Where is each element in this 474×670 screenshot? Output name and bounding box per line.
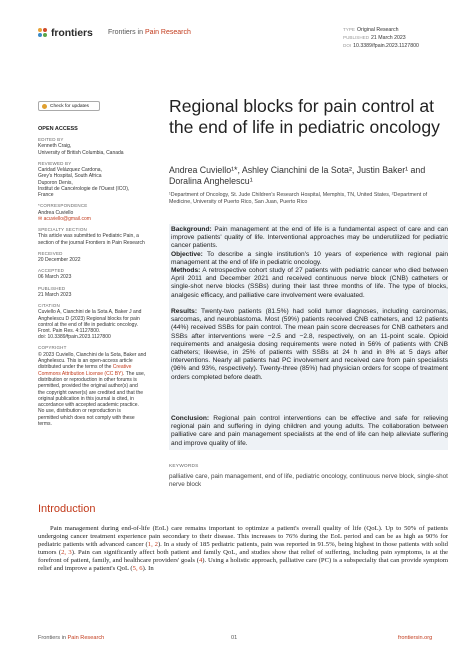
meta-type: TYPE Original Research — [343, 27, 399, 33]
cc-license-link[interactable]: Creative — [112, 364, 132, 371]
abstract-objective: Objective: To describe a single institution's 10 years of experience with regional pain management at the end of life in pediatric oncology. — [171, 251, 448, 267]
introduction-paragraph — [38, 525, 448, 574]
abstract-methods: Methods: A retrospective cohort study of 27 patients with pediatric cancer who died between April 2011 and December 2021 and received continuous nerve block (CNB) catheters or single-shot nerve blocks (SSBs) during their last three months of life. The type of blocks, analgesic efficacy, and palliative care involvement were evaluated. — [171, 267, 448, 299]
correspondent-email-link[interactable]: ✉ acuviello@gmail.com — [38, 215, 91, 222]
intro-text: ). In — [142, 565, 154, 573]
citation-text: Anghelescu D (2023) Regional blocks for pain — [38, 315, 140, 322]
accepted-label: ACCEPTED — [38, 268, 65, 274]
meta-published: PUBLISHED 21 March 2023 — [343, 35, 406, 41]
author-list: Andrea Cuviello¹*, Ashley Cianchini de la Sota², Justin Baker¹ and Doralina Anghelescu¹ — [169, 165, 426, 187]
frontiers-logo-icon — [38, 28, 48, 38]
footer-journal: Frontiers in Pain Research — [38, 635, 105, 641]
citation-text: Front. Pain Res. 4:1127800. — [38, 328, 101, 335]
article-meta — [343, 26, 419, 50]
copyright-text: permitted, provided the original author(s) and — [38, 383, 138, 390]
received-label: RECEIVED — [38, 250, 63, 256]
citation-label: CITATION — [38, 302, 60, 308]
specialty-text: This article was submitted to Pediatric Pain, a — [38, 233, 139, 240]
cc-license-link[interactable]: Commons Attribution License (CC BY) — [38, 370, 124, 377]
keywords: palliative care, pain management, end of life, pediatric oncology, continuous nerve block, single-shot nerve block — [169, 473, 448, 489]
citation-text: Cuviello A, Cianchini de la Sota A, Baker J and — [38, 309, 142, 316]
intro-text: ). Pain can significantly affect both patient and family QoL, and studies show that relief of suffering, including pain symptoms, is at the forefront of patient, family, and healthcare providers' goals ( — [38, 549, 448, 565]
journal-name: Frontiers in Pain Research — [108, 29, 191, 36]
citation-doi: doi: 10.3389/fpain.2023.1127800 — [38, 334, 111, 341]
logo-text: frontiers — [51, 27, 93, 39]
abstract-results: Results: Twenty-two patients (81.5%) had solid tumor diagnoses, including carcinomas, sarcomas, and neuroblastoma. Most (59%) patients received CNB catheters, and 12 patients (44%) received SSBs for pain control. The mean pain score decreases for CNB catheters and SSBs after interventions were −2.5 and −2.8, respectively, on an 11-point scale. Opioid requirements and analgesia dosing requirements were noted in 56% of patients with CNB catheters; likewise, in 25% of patients with SSBs at 24 h and in 8% at 5 days after interventions. Nearly all patients had PC involvement and received care from pain specialists (96% and 93%, respectively). Twenty-three (85%) had physician orders for scope of treatment orders completed before death. — [171, 308, 448, 381]
update-icon — [42, 104, 47, 109]
copyright-text: © 2023 Cuviello, Cianchini de la Sota, Baker and — [38, 351, 147, 358]
check-for-updates-button[interactable]: Check for updates — [38, 101, 100, 111]
specialty-label: SPECIALTY SECTION — [38, 227, 87, 233]
reviewed-by-label: REVIEWED BY — [38, 160, 72, 166]
article-title: Regional blocks for pain control at the end of life in pediatric oncology — [169, 96, 440, 137]
reference-link[interactable]: 4 — [198, 557, 203, 565]
copyright-text: original publication in this journal is cited, in — [38, 395, 134, 402]
copyright-text: Commons Attribution License (CC BY). The use, — [38, 370, 146, 377]
meta-doi[interactable]: DOI 10.3389/fpain.2023.1127800 — [343, 43, 419, 49]
abstract-background: Background: Pain management at the end of life is a fundamental aspect of care and can improve patients' quality of life. Interventional approaches may be underutilized for pediatric cancer patients. — [171, 226, 448, 250]
reference-link[interactable]: 2, 3 — [61, 549, 72, 557]
copyright-text: terms. — [38, 421, 52, 428]
copyright-text: Anghelescu. This is an open-access article — [38, 358, 133, 365]
citation-text: control at the end of life in pediatric oncology. — [38, 321, 138, 328]
reviewer-line: France — [38, 192, 54, 199]
sidebar-info — [38, 126, 158, 427]
intro-text: Pain management during end-of-life (EoL) care remains important to optimize a patient's overall quality of life (QoL). Up to 50% of patients undergoing cancer treatment experience pain secondary to their disease. This increases to 76% during the EoL period and can be as high as 90% for pediatric patients with advanced cancer ( — [38, 525, 448, 549]
intro-text: ). Using a holistic approach, palliative care (PC) is a subspecialty that can provide symptom relief and improve a patient's QoL ( — [38, 557, 448, 573]
reviewer-line: Duporon Denis, — [38, 179, 73, 186]
copyright-text: distributed under the terms of the Creative — [38, 364, 132, 371]
introduction-heading: Introduction — [38, 503, 96, 515]
editor-affiliation: University of British Columbia, Canada — [38, 149, 124, 156]
copyright-text: permitted which does not comply with these — [38, 414, 135, 421]
accepted-date: 06 March 2023 — [38, 274, 72, 281]
copyright-text: No use, distribution or reproduction is — [38, 408, 121, 415]
footer-site-link[interactable]: frontiersin.org — [398, 635, 433, 641]
specialty-text: section of the journal Frontiers in Pain Research — [38, 239, 145, 246]
copyright-text: distribution or reproduction in other forums is — [38, 376, 137, 383]
edited-by-label: EDITED BY — [38, 137, 64, 143]
copyright-label: COPYRIGHT — [38, 345, 67, 351]
affiliations: ¹Department of Oncology, St. Jude Children's Research Hospital, Memphis, TN, United States, ²Department of Medicine, University of Puerto Rico, San Juan, Puerto Rico — [169, 192, 428, 205]
editor-name: Kenneth Craig, — [38, 143, 72, 150]
reviewer-line: Caridad Velázquez Cardona, — [38, 167, 102, 174]
intro-text: ). In a study of 185 pediatric patients, pain was reported in 91.5%, being highest in those patients with solid tumors ( — [38, 541, 448, 557]
copyright-text: accordance with accepted academic practice. — [38, 402, 139, 409]
received-date: 20 December 2022 — [38, 257, 81, 264]
correspondent-name: Andrea Cuviello — [38, 209, 74, 216]
published-label: PUBLISHED — [38, 285, 66, 291]
reviewer-line: Grey's Hospital, South Africa — [38, 173, 102, 180]
abstract-conclusion: Conclusion: Regional pain control interventions can be effective and safe for relieving regional pain and suffering in dying children and young adults. The collaboration between palliative care and pain management specialists at the end of life can help alleviate suffering and improve quality of life. — [171, 415, 448, 447]
correspondence-label: *CORRESPONDENCE — [38, 203, 88, 209]
introduction-body — [38, 525, 448, 574]
keywords-label: KEYWORDS — [169, 464, 199, 469]
reference-link[interactable]: 5, 6 — [132, 565, 143, 573]
abstract-box — [169, 224, 448, 450]
reference-link[interactable]: 1, 2 — [147, 541, 158, 549]
frontiers-logo[interactable] — [38, 27, 93, 39]
published-date: 21 March 2023 — [38, 291, 72, 298]
open-access-label: OPEN ACCESS — [38, 126, 78, 132]
reviewer-line: Institut de Cancérologie de l'Ouest (ICO), — [38, 185, 130, 192]
page-number: 01 — [231, 635, 238, 641]
copyright-text: the copyright owner(s) are credited and that the — [38, 389, 144, 396]
